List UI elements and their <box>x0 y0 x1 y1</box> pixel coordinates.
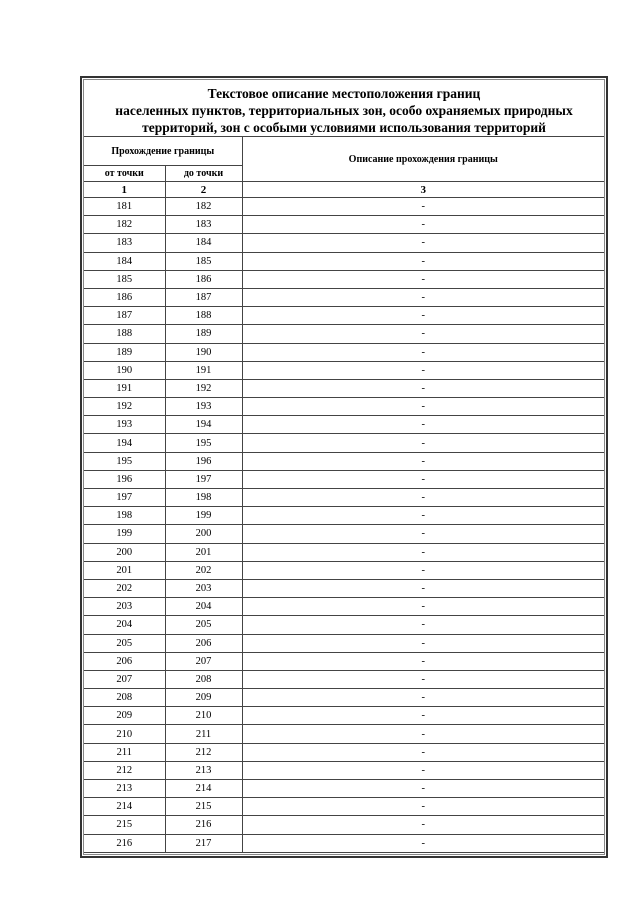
cell-from-point: 182 <box>84 216 165 234</box>
title-line-1: Текстовое описание местоположения границ <box>207 86 481 101</box>
cell-description: - <box>242 489 604 507</box>
cell-description: - <box>242 579 604 597</box>
table-row <box>84 343 604 361</box>
cell-from-point: 183 <box>84 234 165 252</box>
column-number-2: 2 <box>165 182 242 198</box>
cell-description: - <box>242 816 604 834</box>
table-row <box>84 816 604 834</box>
table-row <box>84 670 604 688</box>
cell-from-point: 186 <box>84 288 165 306</box>
table-row <box>84 707 604 725</box>
cell-description: - <box>242 652 604 670</box>
cell-to-point: 182 <box>165 198 242 216</box>
cell-from-point: 197 <box>84 489 165 507</box>
column-number-3: 3 <box>242 182 604 198</box>
cell-description: - <box>242 234 604 252</box>
table-row <box>84 198 604 216</box>
cell-to-point: 213 <box>165 761 242 779</box>
cell-from-point: 191 <box>84 379 165 397</box>
cell-to-point: 211 <box>165 725 242 743</box>
table-row <box>84 598 604 616</box>
table-row <box>84 725 604 743</box>
table-row <box>84 361 604 379</box>
title-line-3: территорий, зон с особыми условиями использования территорий <box>142 120 546 135</box>
table-row <box>84 743 604 761</box>
table-row <box>84 579 604 597</box>
cell-to-point: 216 <box>165 816 242 834</box>
cell-description: - <box>242 616 604 634</box>
header-description: Описание прохождения границы <box>242 137 604 182</box>
cell-to-point: 209 <box>165 689 242 707</box>
cell-to-point: 184 <box>165 234 242 252</box>
cell-to-point: 207 <box>165 652 242 670</box>
cell-description: - <box>242 507 604 525</box>
cell-description: - <box>242 725 604 743</box>
cell-from-point: 199 <box>84 525 165 543</box>
table-row <box>84 434 604 452</box>
cell-description: - <box>242 670 604 688</box>
cell-to-point: 195 <box>165 434 242 452</box>
cell-description: - <box>242 689 604 707</box>
cell-from-point: 185 <box>84 270 165 288</box>
table-row <box>84 325 604 343</box>
cell-from-point: 184 <box>84 252 165 270</box>
cell-from-point: 208 <box>84 689 165 707</box>
column-number-1: 1 <box>84 182 165 198</box>
table-row <box>84 543 604 561</box>
cell-description: - <box>242 470 604 488</box>
cell-description: - <box>242 561 604 579</box>
table-row <box>84 470 604 488</box>
boundary-table <box>84 136 604 853</box>
cell-description: - <box>242 325 604 343</box>
cell-from-point: 210 <box>84 725 165 743</box>
table-row <box>84 616 604 634</box>
cell-to-point: 201 <box>165 543 242 561</box>
cell-description: - <box>242 598 604 616</box>
cell-from-point: 207 <box>84 670 165 688</box>
cell-description: - <box>242 379 604 397</box>
table-row <box>84 452 604 470</box>
cell-to-point: 210 <box>165 707 242 725</box>
cell-to-point: 205 <box>165 616 242 634</box>
cell-to-point: 196 <box>165 452 242 470</box>
cell-to-point: 186 <box>165 270 242 288</box>
cell-to-point: 217 <box>165 834 242 852</box>
cell-to-point: 187 <box>165 288 242 306</box>
cell-description: - <box>242 834 604 852</box>
cell-description: - <box>242 416 604 434</box>
header-to-point: до точки <box>165 166 242 182</box>
cell-to-point: 191 <box>165 361 242 379</box>
cell-description: - <box>242 543 604 561</box>
table-row <box>84 689 604 707</box>
cell-to-point: 192 <box>165 379 242 397</box>
cell-from-point: 214 <box>84 798 165 816</box>
cell-description: - <box>242 307 604 325</box>
table-row <box>84 216 604 234</box>
table-row <box>84 507 604 525</box>
cell-to-point: 202 <box>165 561 242 579</box>
cell-to-point: 194 <box>165 416 242 434</box>
cell-from-point: 189 <box>84 343 165 361</box>
cell-to-point: 208 <box>165 670 242 688</box>
table-row <box>84 234 604 252</box>
cell-to-point: 185 <box>165 252 242 270</box>
cell-from-point: 206 <box>84 652 165 670</box>
cell-description: - <box>242 707 604 725</box>
cell-to-point: 199 <box>165 507 242 525</box>
cell-description: - <box>242 343 604 361</box>
table-body <box>84 198 604 853</box>
table-row <box>84 761 604 779</box>
cell-from-point: 188 <box>84 325 165 343</box>
table-row <box>84 525 604 543</box>
header-boundary-passage: Прохождение границы <box>84 137 242 166</box>
cell-from-point: 202 <box>84 579 165 597</box>
table-row <box>84 652 604 670</box>
cell-description: - <box>242 361 604 379</box>
table-row <box>84 834 604 852</box>
cell-description: - <box>242 634 604 652</box>
cell-from-point: 201 <box>84 561 165 579</box>
document-frame <box>80 76 608 858</box>
cell-description: - <box>242 216 604 234</box>
cell-description: - <box>242 252 604 270</box>
cell-from-point: 196 <box>84 470 165 488</box>
header-from-point: от точки <box>84 166 165 182</box>
cell-from-point: 195 <box>84 452 165 470</box>
table-row <box>84 379 604 397</box>
document-title <box>84 85 604 136</box>
cell-to-point: 193 <box>165 398 242 416</box>
cell-from-point: 203 <box>84 598 165 616</box>
table-row <box>84 288 604 306</box>
cell-from-point: 212 <box>84 761 165 779</box>
cell-description: - <box>242 761 604 779</box>
cell-from-point: 205 <box>84 634 165 652</box>
cell-description: - <box>242 525 604 543</box>
cell-description: - <box>242 198 604 216</box>
cell-to-point: 212 <box>165 743 242 761</box>
table-row <box>84 252 604 270</box>
document-inner-border <box>83 79 605 855</box>
cell-from-point: 204 <box>84 616 165 634</box>
table-row <box>84 634 604 652</box>
cell-from-point: 211 <box>84 743 165 761</box>
table-row <box>84 798 604 816</box>
cell-description: - <box>242 434 604 452</box>
cell-from-point: 198 <box>84 507 165 525</box>
cell-to-point: 204 <box>165 598 242 616</box>
cell-description: - <box>242 780 604 798</box>
cell-to-point: 190 <box>165 343 242 361</box>
cell-from-point: 193 <box>84 416 165 434</box>
cell-description: - <box>242 398 604 416</box>
cell-description: - <box>242 798 604 816</box>
cell-from-point: 192 <box>84 398 165 416</box>
cell-to-point: 215 <box>165 798 242 816</box>
table-row <box>84 416 604 434</box>
cell-to-point: 189 <box>165 325 242 343</box>
cell-from-point: 187 <box>84 307 165 325</box>
cell-from-point: 215 <box>84 816 165 834</box>
cell-to-point: 214 <box>165 780 242 798</box>
cell-to-point: 200 <box>165 525 242 543</box>
table-row <box>84 780 604 798</box>
table-row <box>84 489 604 507</box>
cell-description: - <box>242 288 604 306</box>
cell-description: - <box>242 452 604 470</box>
title-line-2: населенных пунктов, территориальных зон, особо охраняемых природных <box>115 103 573 118</box>
cell-to-point: 203 <box>165 579 242 597</box>
cell-to-point: 183 <box>165 216 242 234</box>
cell-from-point: 216 <box>84 834 165 852</box>
cell-description: - <box>242 743 604 761</box>
cell-from-point: 209 <box>84 707 165 725</box>
cell-from-point: 194 <box>84 434 165 452</box>
cell-to-point: 206 <box>165 634 242 652</box>
table-row <box>84 398 604 416</box>
cell-from-point: 190 <box>84 361 165 379</box>
cell-to-point: 198 <box>165 489 242 507</box>
cell-to-point: 188 <box>165 307 242 325</box>
cell-from-point: 181 <box>84 198 165 216</box>
cell-description: - <box>242 270 604 288</box>
cell-to-point: 197 <box>165 470 242 488</box>
cell-from-point: 200 <box>84 543 165 561</box>
cell-from-point: 213 <box>84 780 165 798</box>
table-row <box>84 270 604 288</box>
table-row <box>84 561 604 579</box>
table-row <box>84 307 604 325</box>
